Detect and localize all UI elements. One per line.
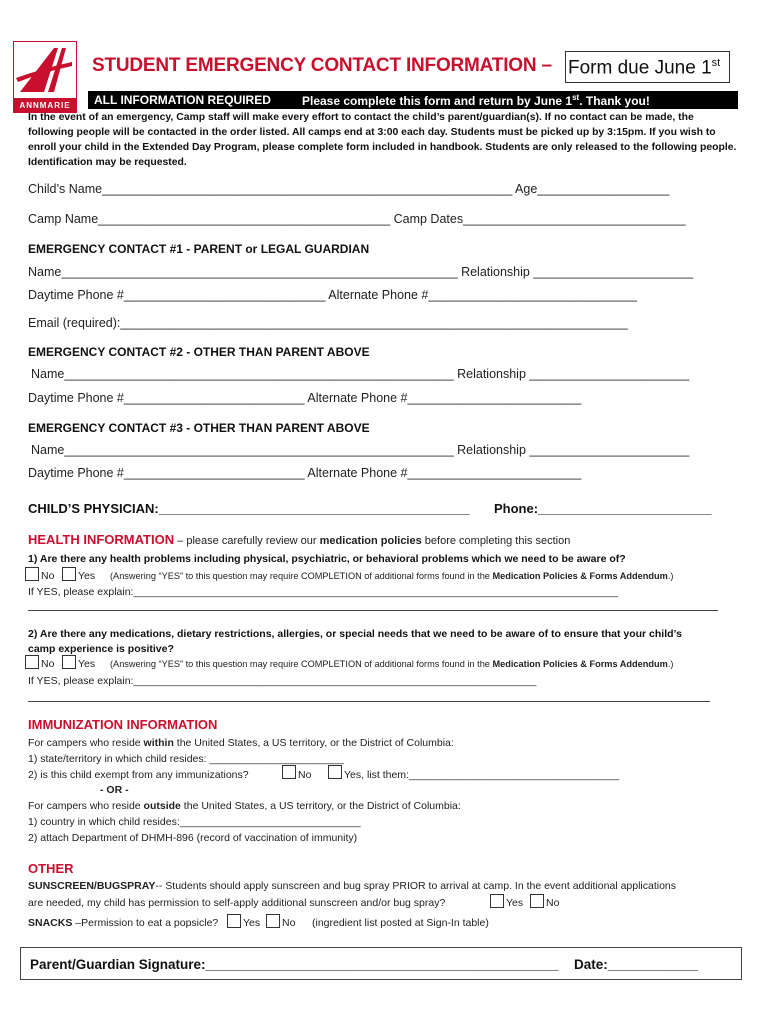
physician-field[interactable]: CHILD’S PHYSICIAN:___________________________________________ — [28, 501, 470, 516]
sunscreen-text: SUNSCREEN/BUGSPRAY-- Students should apply sunscreen and bug spray PRIOR to arrival at camp. In the event additional applications — [28, 880, 677, 892]
snacks-ingredient-note: (ingredient list posted at Sign-In table) — [312, 917, 489, 929]
contact1-name-field[interactable]: Name_________________________________________________________ Relationship _______________________ — [28, 265, 694, 279]
exempt-yes-checkbox[interactable] — [328, 765, 342, 779]
health-question-1: 1) Are there any health problems including physical, psychiatric, or behavioral problems which we need to be aware of? — [28, 553, 626, 565]
q2-explain-line[interactable] — [28, 701, 710, 702]
q1-explain-field[interactable]: If YES, please explain:___________________________________________________________________________________ — [28, 586, 619, 598]
q1-no-label: No — [41, 570, 55, 582]
signature-field[interactable]: Parent/Guardian Signature:_______________________________________________ — [30, 957, 559, 972]
contact3-phones-field[interactable]: Daytime Phone #__________________________ Alternate Phone #_________________________ — [28, 466, 582, 480]
sunscreen-no-checkbox[interactable] — [530, 894, 544, 908]
all-info-required: ALL INFORMATION REQUIRED — [94, 93, 271, 107]
q1-explain-line[interactable] — [28, 610, 718, 611]
return-instruction: Please complete this form and return by June 1st. Thank you! — [302, 93, 650, 108]
snacks-question: SNACKS –Permission to eat a popsicle? — [28, 917, 219, 929]
intro-paragraph: In the event of an emergency, Camp staff will make every effort to contact the child’s parent/guardian(s). If no contact can be made, the following people will be contacted in the order listed. All camps end at 3:00 each day. Students must be picked up by 3:15pm. If you wish to enroll your child in the Extended Day Program, please complete form included in handbook. Students are only released to the following people. Identification may be requested. — [28, 112, 737, 168]
health-heading: HEALTH INFORMATION – please carefully review our medication policies before completing this section — [28, 532, 571, 547]
logo-mark — [13, 41, 77, 99]
health-question-2: 2) Are there any medications, dietary restrictions, allergies, or special needs that we need to be aware of to ensure that your child’s — [28, 628, 682, 640]
exempt-question: 2) is this child exempt from any immunizations? — [28, 769, 249, 781]
q2-note: (Answering “YES” to this question may require COMPLETION of additional forms found in the Medication Policies & Forms Addendum.) — [110, 659, 674, 669]
q2-yes-checkbox[interactable] — [62, 655, 76, 669]
snacks-yes-label: Yes — [243, 917, 261, 929]
or-divider: - OR - — [100, 784, 129, 796]
physician-phone-field[interactable]: Phone:________________________ — [494, 501, 712, 516]
snacks-no-label: No — [282, 917, 296, 929]
sunscreen-yes-checkbox[interactable] — [490, 894, 504, 908]
contact2-phones-field[interactable]: Daytime Phone #__________________________ Alternate Phone #_________________________ — [28, 391, 582, 405]
exempt-no-checkbox[interactable] — [282, 765, 296, 779]
logo-a-icon — [14, 42, 75, 97]
annmarie-logo — [13, 41, 77, 113]
snacks-no-checkbox[interactable] — [266, 914, 280, 928]
form-title: STUDENT EMERGENCY CONTACT INFORMATION – — [92, 55, 552, 76]
q2-no-label: No — [41, 658, 55, 670]
exempt-yes-field[interactable]: Yes, list them:____________________________________ — [344, 769, 620, 781]
contact3-heading: EMERGENCY CONTACT #3 - OTHER THAN PARENT ABOVE — [28, 421, 370, 435]
state-territory-field[interactable]: 1) state/territory in which child resides: _______________________ — [28, 753, 344, 765]
contact1-phones-field[interactable]: Daytime Phone #_____________________________ Alternate Phone #______________________________ — [28, 288, 637, 302]
contact2-heading: EMERGENCY CONTACT #2 - OTHER THAN PARENT ABOVE — [28, 345, 370, 359]
date-field[interactable]: Date:____________ — [574, 957, 698, 972]
q2-yes-label: Yes — [78, 658, 96, 670]
immunization-within: For campers who reside within the United States, a US territory, or the District of Columbia: — [28, 737, 454, 749]
q1-no-checkbox[interactable] — [25, 567, 39, 581]
country-field[interactable]: 1) country in which child resides:_______________________________ — [28, 816, 361, 828]
health-question-2-cont: camp experience is positive? — [28, 643, 174, 655]
contact1-email-field[interactable]: Email (required):_________________________________________________________________________ — [28, 316, 628, 330]
sunscreen-yes-label: Yes — [506, 897, 524, 909]
immunization-heading: IMMUNIZATION INFORMATION — [28, 717, 218, 732]
q2-explain-field[interactable]: If YES, please explain:_____________________________________________________________________ — [28, 675, 537, 687]
sunscreen-question: are needed, my child has permission to self-apply additional sunscreen and/or bug spray? — [28, 897, 446, 909]
immunization-outside: For campers who reside outside the United States, a US territory, or the District of Columbia: — [28, 800, 461, 812]
q1-yes-label: Yes — [78, 570, 96, 582]
other-heading: OTHER — [28, 861, 74, 876]
q2-no-checkbox[interactable] — [25, 655, 39, 669]
logo-brand-text: ANNMARIE — [13, 99, 77, 113]
childs-name-field[interactable]: Child’s Name___________________________________________________________ Age___________________ — [28, 182, 670, 196]
q1-note: (Answering “YES” to this question may require COMPLETION of additional forms found in the Medication Policies & Forms Addendum.) — [110, 571, 674, 581]
contact2-name-field[interactable]: Name________________________________________________________ Relationship _______________________ — [31, 367, 690, 381]
contact1-heading: EMERGENCY CONTACT #1 - PARENT or LEGAL GUARDIAN — [28, 242, 370, 256]
due-date: Form due June 1st — [568, 57, 721, 79]
contact3-name-field[interactable]: Name________________________________________________________ Relationship _______________________ — [31, 443, 690, 457]
exempt-no-label: No — [298, 769, 312, 781]
sunscreen-no-label: No — [546, 897, 560, 909]
camp-name-field[interactable]: Camp Name__________________________________________ Camp Dates________________________________ — [28, 212, 686, 226]
dhmh-instruction: 2) attach Department of DHMH-896 (record of vaccination of immunity) — [28, 832, 358, 844]
snacks-yes-checkbox[interactable] — [227, 914, 241, 928]
q1-yes-checkbox[interactable] — [62, 567, 76, 581]
